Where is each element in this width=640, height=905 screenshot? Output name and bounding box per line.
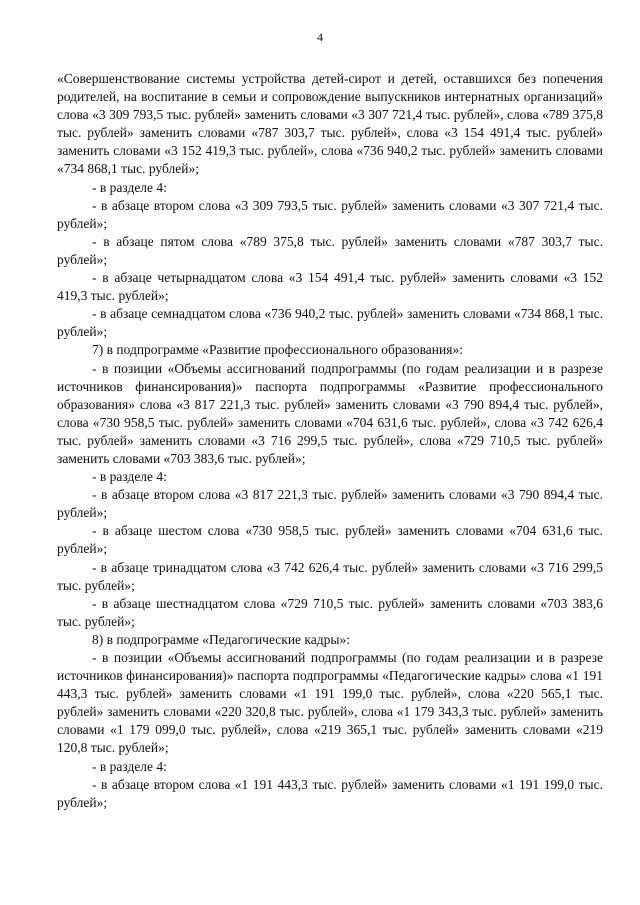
paragraph: - в абзаце пятом слова «789 375,8 тыс. рублей» заменить словами «787 303,7 тыс. рублей»; [57,233,603,267]
paragraph: - в абзаце втором слова «3 817 221,3 тыс. рублей» заменить словами «3 790 894,4 тыс. рублей»; [57,487,603,521]
paragraph: - в абзаце семнадцатом слова «736 940,2 тыс. рублей» заменить словами «734 868,1 тыс. рублей»; [57,306,603,340]
paragraph: - в разделе 4: [92,758,167,774]
paragraph: - в разделе 4: [92,179,167,195]
paragraph: - в абзаце втором слова «3 309 793,5 тыс. рублей» заменить словами «3 307 721,4 тыс. рублей»; [57,197,603,231]
paragraph: - в абзаце втором слова «1 191 443,3 тыс. рублей» заменить словами «1 191 199,0 тыс. рублей»; [57,776,603,810]
paragraph: «Совершенствование системы устройства детей-сирот и детей, оставшихся без попечения родителей, на воспитание в семьи и сопровождение выпускников интернатных организаций» слова «3 309 793,5 тыс. рублей» заменить словами «3 307 721,4 тыс. рублей», слова «789 375,8 тыс. рублей» заменить словами «787 303,7 тыс. рублей», слова «3 154 491,4 тыс. рублей» заменить словами «3 152 419,3 тыс. рублей», слова «736 940,2 тыс. рублей» заменить словами «734 868,1 тыс. рублей»; [57,71,603,177]
paragraph: - в абзаце четырнадцатом слова «3 154 491,4 тыс. рублей» заменить словами «3 152 419,3 тыс. рублей»; [57,270,603,304]
paragraph: - в разделе 4: [92,469,167,485]
paragraph: - в абзаце тринадцатом слова «3 742 626,4 тыс. рублей» заменить словами «3 716 299,5 тыс. рублей»; [57,559,603,593]
paragraph: - в абзаце шестнадцатом слова «729 710,5 тыс. рублей» заменить словами «703 383,6 тыс. рублей»; [57,595,603,629]
page-number: 4 [317,30,323,44]
paragraph: 7) в подпрограмме «Развитие профессионального образования»: [92,342,463,358]
paragraph: - в позиции «Объемы ассигнований подпрограммы (по годам реализации и в разрезе источников финансирования)» паспорта подпрограммы «Педагогические кадры» слова «1 191 443,3 тыс. рублей» заменить словами «1 191 199,0 тыс. рублей», слова «220 565,1 тыс. рублей» заменить словами «220 320,8 тыс. рублей», слова «1 179 343,3 тыс. рублей» заменить словами «1 179 099,0 тыс. рублей», слова «219 365,1 тыс. рублей» заменить словами «219 120,8 тыс. рублей»; [57,650,603,756]
paragraph: 8) в подпрограмме «Педагогические кадры»: [92,631,350,647]
paragraph: - в позиции «Объемы ассигнований подпрограммы (по годам реализации и в разрезе источников финансирования)» паспорта подпрограммы «Развитие профессионального образования» слова «3 817 221,3 тыс. рублей» заменить словами «3 790 894,4 тыс. рублей», слова «730 958,5 тыс. рублей» заменить словами «704 631,6 тыс. рублей», слова «3 742 626,4 тыс. рублей» заменить словами «3 716 299,5 тыс. рублей», слова «729 710,5 тыс. рублей» заменить словами «703 383,6 тыс. рублей»; [57,360,603,466]
paragraph: - в абзаце шестом слова «730 958,5 тыс. рублей» заменить словами «704 631,6 тыс. рублей»; [57,523,603,557]
document-body [57,70,603,812]
